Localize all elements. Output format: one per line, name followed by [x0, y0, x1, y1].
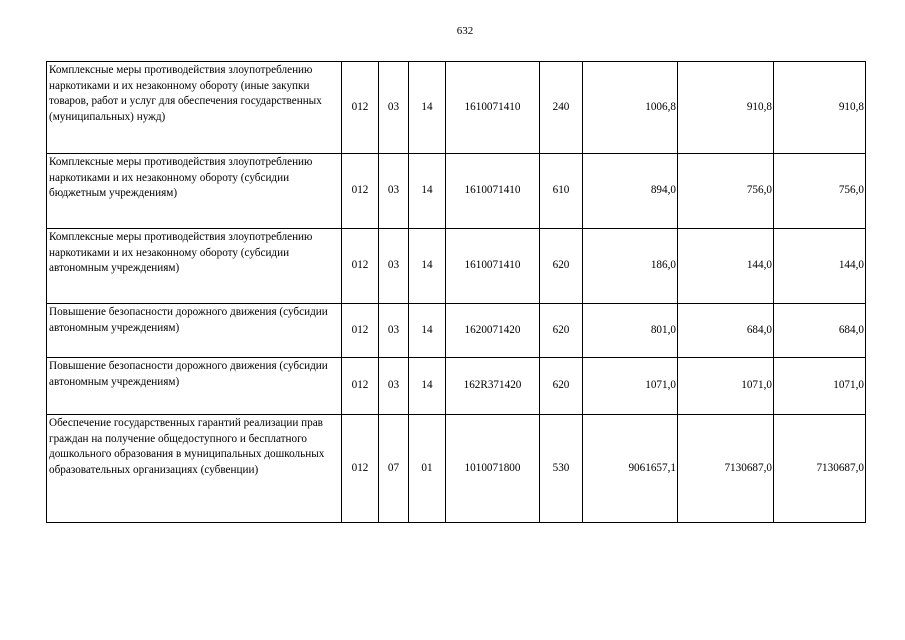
expense-type-cell: 240 — [540, 62, 583, 154]
expense-type-cell: 620 — [540, 229, 583, 304]
subsection-code-cell: 14 — [409, 62, 446, 154]
amount-year3-cell: 684,0 — [774, 304, 866, 358]
expense-type-cell: 530 — [540, 415, 583, 523]
amount-year3-cell: 1071,0 — [774, 358, 866, 415]
amount-year1-cell: 9061657,1 — [583, 415, 678, 523]
table-row — [47, 415, 866, 523]
expense-name-cell: Комплексные меры противодействия злоупотреблению наркотиками и их незаконному обороту (иные закупки товаров, работ и услуг для обеспечения государственных (муниципальных) нужд) — [47, 62, 342, 154]
expense-name-cell: Повышение безопасности дорожного движения (субсидии автономным учреждениям) — [47, 358, 342, 415]
amount-year3-cell: 144,0 — [774, 229, 866, 304]
table-row — [47, 62, 866, 154]
expense-name-cell: Обеспечение государственных гарантий реализации прав граждан на получение общедоступного и бесплатного дошкольного образования в муниципальных дошкольных образовательных организациях (субвенции) — [47, 415, 342, 523]
amount-year1-cell: 1006,8 — [583, 62, 678, 154]
amount-year1-cell: 186,0 — [583, 229, 678, 304]
target-article-cell: 162R371420 — [446, 358, 540, 415]
table-row — [47, 358, 866, 415]
subsection-code-cell: 01 — [409, 415, 446, 523]
expense-name-cell: Комплексные меры противодействия злоупотреблению наркотиками и их незаконному обороту (субсидии автономным учреждениям) — [47, 229, 342, 304]
expense-type-cell: 620 — [540, 304, 583, 358]
amount-year1-cell: 1071,0 — [583, 358, 678, 415]
budget-table — [46, 61, 866, 523]
subsection-code-cell: 14 — [409, 229, 446, 304]
ministry-code-cell: 012 — [342, 304, 379, 358]
ministry-code-cell: 012 — [342, 62, 379, 154]
section-code-cell: 03 — [379, 154, 409, 229]
amount-year2-cell: 1071,0 — [678, 358, 774, 415]
section-code-cell: 03 — [379, 304, 409, 358]
amount-year2-cell: 144,0 — [678, 229, 774, 304]
section-code-cell: 07 — [379, 415, 409, 523]
expense-name-cell: Комплексные меры противодействия злоупотреблению наркотиками и их незаконному обороту (субсидии бюджетным учреждениям) — [47, 154, 342, 229]
amount-year2-cell: 756,0 — [678, 154, 774, 229]
ministry-code-cell: 012 — [342, 229, 379, 304]
amount-year2-cell: 7130687,0 — [678, 415, 774, 523]
target-article-cell: 1610071410 — [446, 62, 540, 154]
target-article-cell: 1610071410 — [446, 229, 540, 304]
ministry-code-cell: 012 — [342, 154, 379, 229]
section-code-cell: 03 — [379, 229, 409, 304]
expense-name-cell: Повышение безопасности дорожного движения (субсидии автономным учреждениям) — [47, 304, 342, 358]
target-article-cell: 1610071410 — [446, 154, 540, 229]
amount-year3-cell: 756,0 — [774, 154, 866, 229]
amount-year1-cell: 894,0 — [583, 154, 678, 229]
section-code-cell: 03 — [379, 358, 409, 415]
amount-year3-cell: 910,8 — [774, 62, 866, 154]
amount-year1-cell: 801,0 — [583, 304, 678, 358]
table-row — [47, 154, 866, 229]
expense-type-cell: 610 — [540, 154, 583, 229]
section-code-cell: 03 — [379, 62, 409, 154]
amount-year2-cell: 910,8 — [678, 62, 774, 154]
target-article-cell: 1620071420 — [446, 304, 540, 358]
subsection-code-cell: 14 — [409, 358, 446, 415]
table-row — [47, 304, 866, 358]
amount-year3-cell: 7130687,0 — [774, 415, 866, 523]
table-row — [47, 229, 866, 304]
expense-type-cell: 620 — [540, 358, 583, 415]
ministry-code-cell: 012 — [342, 358, 379, 415]
subsection-code-cell: 14 — [409, 304, 446, 358]
page-number: 632 — [456, 25, 474, 37]
subsection-code-cell: 14 — [409, 154, 446, 229]
target-article-cell: 1010071800 — [446, 415, 540, 523]
amount-year2-cell: 684,0 — [678, 304, 774, 358]
ministry-code-cell: 012 — [342, 415, 379, 523]
